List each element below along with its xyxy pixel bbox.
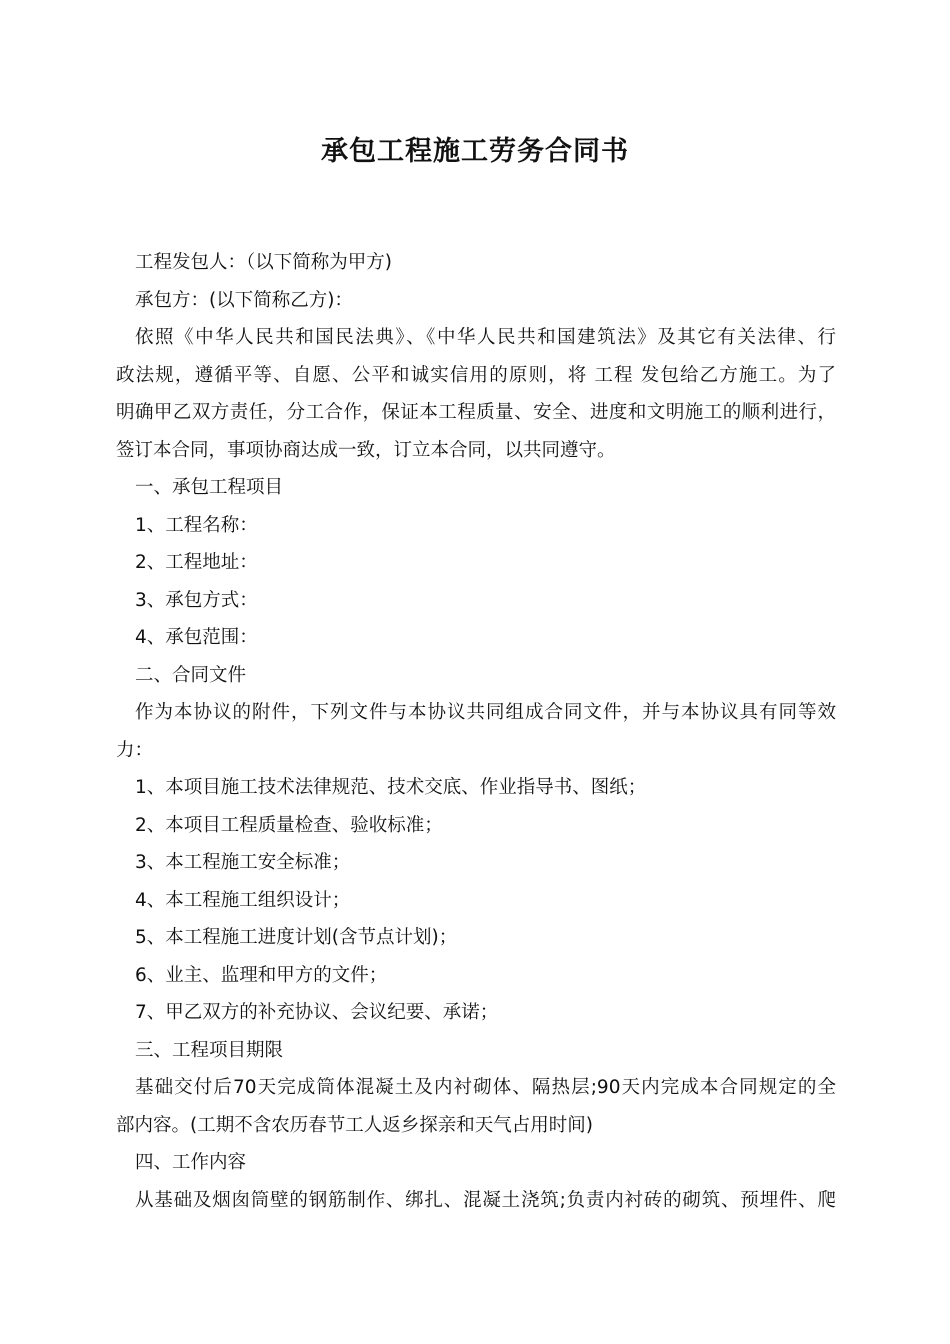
list-item: 7、甲乙双方的补充协议、会议纪要、承诺； <box>135 1002 499 1023</box>
section-heading: 一、承包工程项目 <box>135 477 284 498</box>
list-item: 5、本工程施工进度计划(含节点计划)； <box>135 927 458 948</box>
section-heading: 四、工作内容 <box>135 1152 247 1173</box>
list-item: 3、承包方式： <box>135 589 258 611</box>
preamble-line: 明确甲乙双方责任，分工合作，保证本工程质量、安全、进度和文明施工的顺利进行， <box>116 402 836 423</box>
paragraph-line: 基础交付后70天完成筒体混凝土及内衬砌体、隔热层;90天内完成本合同规定的全 <box>135 1077 836 1098</box>
list-item: 2、工程地址： <box>135 552 258 573</box>
document-body <box>116 244 836 1219</box>
list-item: 3、本工程施工安全标准； <box>135 852 351 873</box>
document-title: 承包工程施工劳务合同书 <box>321 136 629 167</box>
section-heading: 二、合同文件 <box>135 664 247 686</box>
paragraph-line: 部内容。(工期不含农历春节工人返乡探亲和天气占用时间) <box>116 1114 593 1136</box>
paragraph-line: 从基础及烟囱筒壁的钢筋制作、绑扎、混凝土浇筑;负责内衬砖的砌筑、预埋件、爬 <box>135 1189 836 1211</box>
paragraph-line: 作为本协议的附件，下列文件与本协议共同组成合同文件，并与本协议具有同等效 <box>135 702 836 723</box>
list-item: 1、工程名称： <box>135 514 258 536</box>
party-b-line: 承包方：(以下简称乙方)： <box>135 289 353 311</box>
list-item: 4、本工程施工组织设计； <box>135 889 351 911</box>
preamble-line: 政法规，遵循平等、自愿、公平和诚实信用的原则，将 工程 发包给乙方施工。为了 <box>116 364 836 386</box>
preamble-line: 签订本合同，事项协商达成一致，订立本合同，以共同遵守。 <box>116 439 616 461</box>
party-a-line: 工程发包人：（以下简称为甲方) <box>135 252 392 273</box>
list-item: 4、承包范围： <box>135 627 258 648</box>
preamble-line: 依照《中华人民共和国民法典》、《中华人民共和国建筑法》及其它有关法律、行 <box>135 327 836 348</box>
list-item: 1、本项目施工技术法律规范、技术交底、作业指导书、图纸； <box>135 777 647 798</box>
paragraph-line: 力： <box>116 739 154 761</box>
list-item: 6、业主、监理和甲方的文件； <box>135 964 388 986</box>
section-heading: 三、工程项目期限 <box>135 1039 284 1061</box>
list-item: 2、本项目工程质量检查、验收标准； <box>135 814 443 836</box>
